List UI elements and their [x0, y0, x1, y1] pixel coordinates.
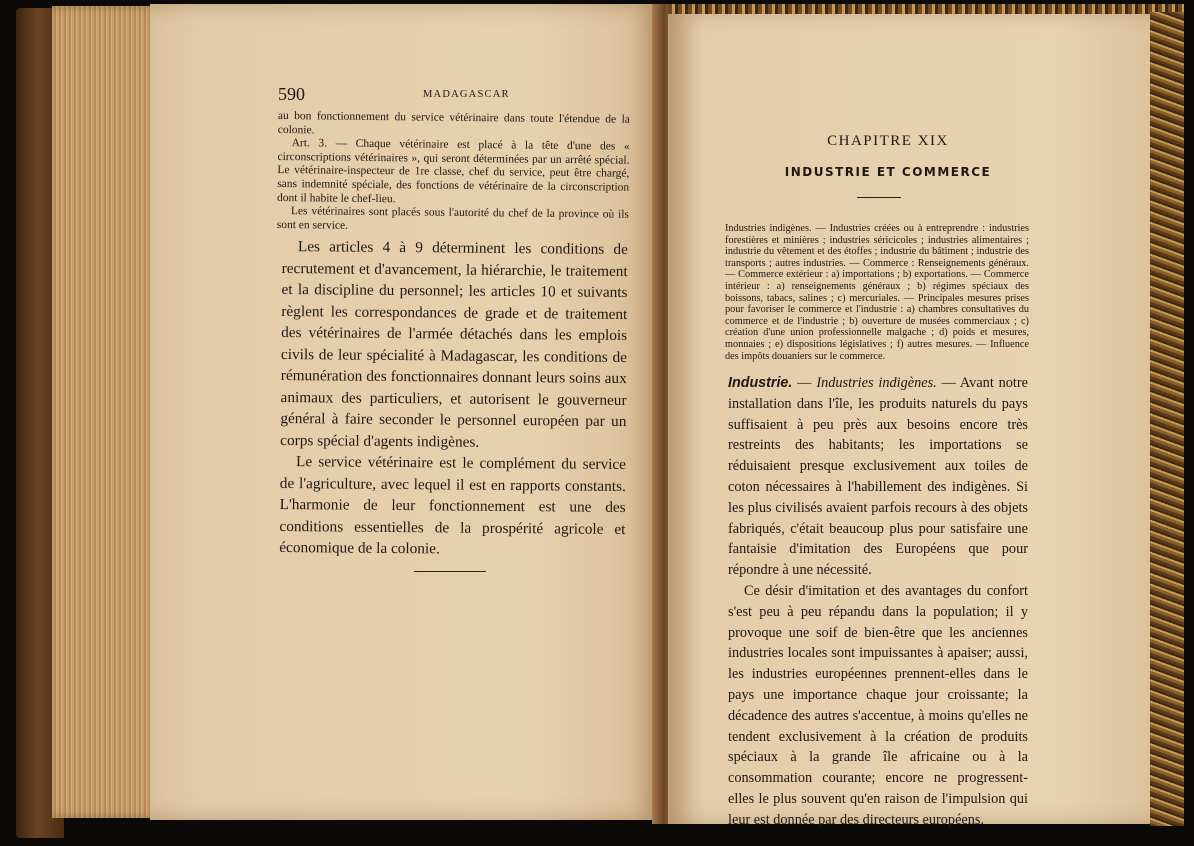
chapter-heading: CHAPITRE XIX — [827, 133, 949, 149]
lead-dash: — — [792, 375, 817, 391]
chapter-summary: Industries indigènes. — Industries créées ou à entreprendre : industries forestières et minières ; industries séricicoles ; industries alimentaires ; industrie du vêtement et des étoffes ; industrie du bâtiment ; industrie des transports ; autres industries. — Commerce : Renseignements généraux. — Commerce extérieur : a) importations ; b) exportations. — Commerce intérieur : a) renseignements généraux ; b) régimes spéciaux des boissons, tabacs, salines ; c) mercuriales. — Principales mesures prises pour favoriser le commerce et l'industrie : a) chambres consultatives du commerce et de l'industrie ; b) ouverture de musées commerciaux ; c) création d'une union professionnelle malgache ; d) poids et mesures, monnaies ; e) dispositions législatives ; f) autres mesures. — Influence des impôts douaniers sur le commerce. — [725, 223, 1029, 362]
running-head-title: MADAGASCAR — [423, 89, 510, 100]
left-running-head — [278, 84, 648, 105]
left-body-text — [279, 236, 628, 562]
right-body-text — [728, 373, 1028, 831]
small-paragraph: au bon fonctionnement du service vétérinaire dans toute l'étendue de la colonie. — [277, 110, 630, 136]
paragraph-text: — Avant notre installation dans l'île, les produits naturels du pays suffisaient à peu près aux besoins encore très restreints des habitants; les importations se réduisaient presque exclusivement aux toiles de coton nécessaires à l'habillement des indigènes. Si les plus civilisés avaient parfois recours à des objets fabriqués, c'était beaucoup plus pour satisfaire une fantaisie d'imitation des Européens que pour répondre à une nécessité. — [728, 375, 1029, 579]
section-title: INDUSTRIE ET COMMERCE — [784, 165, 992, 179]
left-small-text — [277, 110, 630, 236]
body-paragraph: Le service vétérinaire est le complément du service de l'agriculture, avec lequel il est en rapports constants. L'harmonie de leur fonctionnement est une des conditions essentielles de la prospérité agricole et économique de la colonie. — [279, 453, 627, 558]
title-rule — [857, 197, 901, 198]
end-rule — [414, 571, 486, 572]
body-paragraph: Ce désir d'imitation et des avantages du confort s'est peu à peu répandu dans la population; il y provoque une soif de bien-être que les anciennes industries locales sont impuissantes à apaiser; aussi, les industries européennes prennent-elles dans le pays une importance chaque jour croissante; la décadence des autres s'accentue, à moins qu'elles ne tendent exclusivement à la création de produits spéciaux à la grande île africaine ou à la consommation courante; encore ne progressent-elles le plus souvent qu'en raison de l'impulsion qui leur est donnée par des directeurs européens. — [728, 582, 1028, 828]
page-number: 590 — [278, 84, 305, 104]
right-cover — [1150, 12, 1184, 826]
body-paragraph — [728, 373, 1028, 581]
page-edges — [52, 6, 162, 818]
small-paragraph: Les vétérinaires sont placés sous l'autorité du chef de la province où ils sont en service. — [276, 205, 629, 232]
top-cover-edge — [668, 4, 1184, 14]
body-paragraph: Les articles 4 à 9 déterminent les conditions de recrutement et d'avancement, la hiérarchie, le traitement et la discipline du personnel; les articles 10 et suivants règlent les correspondances de grade et de traitement des vétérinaires de l'armée détachés dans les emplois civils de leur spécialité à Madagascar, les conditions de rémunération des fonctionnaires donnant leurs soins aux animaux des particuliers, et autorisent le gouverneur général à faire seconder le personnel européen par un corps spécial d'agents indigènes. — [280, 238, 628, 451]
lead-keyword: Industrie. — [728, 375, 793, 391]
small-paragraph: Art. 3. — Chaque vétérinaire est placé à la tête d'une des « circonscriptions vétérinaires », qui seront déterminées par un arrêté spécial. Le vétérinaire-inspecteur de 1re classe, chef du service, peut être chargé, sans indemnité spéciale, des fonctions de vétérinaire de la circonscription dont il habite le chef-lieu. — [277, 137, 630, 205]
lead-subheading: Industries indigènes. — [816, 375, 937, 391]
